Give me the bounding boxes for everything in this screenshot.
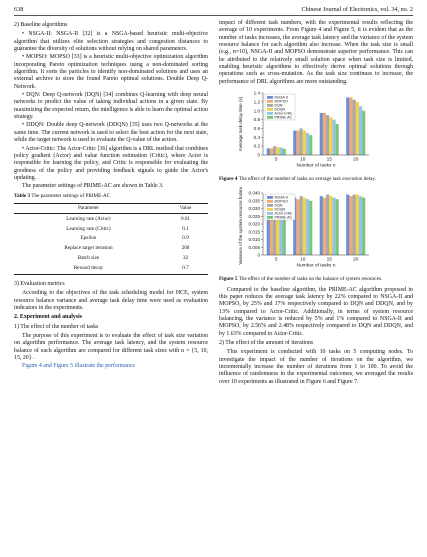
y-tick-label: 0.025: [248, 213, 260, 219]
table-row: [14, 254, 208, 264]
table-row: [14, 224, 208, 234]
actor-critic-paragraph: • Actor-Critic: The Actor-Critic [36] algorithm is a DRL method that combines policy gradient (Actor) and value function estimation (Critic), where Actor is responsible for learning the policy, and Critic is responsible for evaluating the goodness of the policy and providing feedback signals to guide the Actor's updating.: [14, 145, 208, 181]
bar-prime-ac: [336, 124, 339, 155]
bar-mopso: [296, 199, 299, 255]
bar-dqn: [353, 194, 356, 254]
bar-nsga-ii: [346, 194, 349, 254]
legend-swatch: [267, 204, 273, 207]
y-tick-label: 0.030: [248, 205, 260, 211]
bar-prime-ac: [336, 199, 339, 255]
table-cell: Batch size: [77, 255, 100, 262]
legend-swatch: [267, 208, 273, 211]
tasks-subheading: 1) The effect of the number of tasks: [14, 323, 99, 330]
table-cell: 0.9: [182, 235, 189, 242]
y-tick-label: 0.8: [253, 117, 260, 123]
experiment-paragraph: The purpose of this experiment is to evaluate the effect of task size variation on algorithm performance. The average task latency, and the system resource balance of each algorithm are compared for different task sizes with n = {5, 10, 15, 20} .: [14, 333, 208, 362]
figure-5-caption-label: Figure 5: [219, 276, 238, 283]
legend-label: PRIME-AC: [274, 115, 293, 120]
bar-dqn: [326, 194, 329, 254]
figure-4-caption-label: Figure 4: [219, 176, 238, 183]
bar-dqn: [326, 115, 329, 155]
legend-label: MOPSO: [274, 99, 288, 104]
bar-nsga-ii: [320, 113, 323, 155]
legend-swatch: [267, 196, 273, 199]
bar-dqn: [300, 196, 303, 255]
x-tick-label: 5: [274, 257, 278, 263]
legend-swatch: [267, 216, 273, 219]
eval-heading: 3) Evaluation metrics: [14, 280, 65, 287]
bar-mopso: [349, 196, 352, 255]
legend-label: NSGA-II: [274, 95, 288, 100]
legend-label: Actor-Critic: [274, 211, 293, 216]
y-tick-label: 0.040: [248, 190, 260, 196]
y-tick-label: 0.020: [248, 221, 260, 227]
bar-ddqn: [356, 194, 359, 254]
y-tick-label: 1.2: [253, 99, 260, 105]
table-header-value: Value: [163, 203, 208, 213]
page-number: 638: [14, 6, 24, 13]
bar-ddqn: [329, 117, 332, 155]
table-row: [14, 264, 208, 274]
params-intro-paragraph: The parameter settings of PRIME-AC are shown in Table 3.: [22, 183, 164, 190]
parameter-table: [14, 203, 208, 275]
bar-ddqn: [276, 147, 279, 155]
table-cell: Epsilon: [80, 235, 97, 242]
figure-5: [219, 187, 413, 274]
y-tick-label: 0.015: [248, 229, 260, 235]
table-cell: 0.01: [180, 215, 191, 222]
bar-dqn: [300, 129, 303, 156]
legend-label: MOPSO: [274, 199, 288, 204]
x-tick-label: 15: [326, 157, 332, 163]
table-caption: [14, 193, 208, 199]
table-cell: 32: [182, 255, 189, 262]
bar-nsga-ii: [320, 196, 323, 255]
bar-actor-critic: [359, 106, 362, 155]
bar-prime-ac: [309, 135, 312, 155]
bar-dqn: [273, 146, 276, 155]
table-cell: 0.7: [163, 264, 208, 274]
bar-mopso: [323, 113, 326, 155]
table-cell: Reward decay: [14, 264, 163, 274]
bar-ddqn: [329, 196, 332, 255]
figure-4-caption-text: The effect of the number of tasks on average task execution delay.: [238, 176, 376, 183]
y-tick-label: 0.005: [248, 244, 260, 250]
x-tick-label: 5: [274, 157, 278, 163]
y-tick-label: 0.2: [253, 143, 260, 149]
x-tick-label: 20: [353, 257, 359, 263]
figure-5-caption-text: The effect of the number of tasks on the balance of system resources.: [238, 276, 383, 283]
legend-swatch: [267, 100, 273, 103]
iterations-subheading: 2) The effect of the amount of iterations: [219, 340, 314, 346]
bar-prime-ac: [283, 149, 286, 155]
left-column: [14, 20, 208, 372]
x-tick-label: 10: [300, 157, 306, 163]
journal-title: Chinese Journal of Electronics, vol. 34, no. 2: [301, 6, 413, 13]
figure-5-chart: [219, 187, 413, 271]
bar-prime-ac: [362, 197, 365, 254]
right-column: [219, 20, 413, 387]
dqn-paragraph: • DQN: Deep Q-network (DQN) [34] combines Q-learning with deep neural networks to predict the value of taking individual actions in a given state. By maximizing the expected return, the intelligence is able to learn the optimal action strategy.: [14, 92, 208, 121]
legend-swatch: [267, 112, 273, 115]
y-tick-label: 0: [257, 152, 260, 158]
bar-ddqn: [303, 197, 306, 254]
table-row: [14, 244, 208, 254]
legend: [265, 94, 295, 120]
running-header: [14, 6, 413, 16]
table-cell: Replace target iteration: [64, 245, 113, 252]
y-tick-label: 1.0: [253, 108, 260, 114]
figure-4-caption: [219, 176, 413, 182]
x-tick-label: 10: [300, 257, 306, 263]
baselines-heading: 2) Baseline algorithms: [14, 22, 68, 28]
table-cell: 200: [181, 245, 190, 252]
figure-5-caption: [219, 276, 413, 282]
bar-mopso: [296, 131, 299, 155]
table-cell: Learning rate (Actor): [66, 215, 111, 222]
legend-label: DQN: [274, 103, 283, 108]
y-axis-label: Average task delay time (s): [238, 96, 243, 152]
iterations-paragraph: This experiment is conducted with 10 tasks on 5 computing nodes. To investigate the impact of the number of iterations on the algorithm, we incrementally increase the number of iterations from 1 to 100. To avoid the influence of randomness in the experimental outcomes, we averaged the results over 10 experiments as illustrated in Figure 6 and Figure 7.: [219, 349, 413, 385]
x-axis-label: Number of tasks n: [296, 263, 336, 269]
bar-nsga-ii: [267, 148, 270, 155]
bar-mopso: [323, 197, 326, 254]
experiment-heading: 2. Experiment and analysis: [14, 314, 83, 321]
results-paragraph: impact of different task numbers, with the experimental results reflecting the average of 10 experiments. From Figure 4 and Figure 5, it is evident that as the number of tasks increases, the average task latency and the variance of the system resource balance for each algorithm also increase. When the task size is small (e.g., n=10), NSGA-II and MOPSO demonstrate superior performance. This can be attributed to the relatively small solution space when task size is limited, enabling heuristic algorithms to effectively derive optimal solutions through operations such as cross-mutation. As the task size continues to increase, the performance of DRL algorithms are more outstanding.: [219, 20, 413, 85]
y-axis-label: Variance of the system resource balance: [238, 186, 243, 265]
legend-label: Actor-Critic: [274, 111, 293, 116]
bar-nsga-ii: [293, 131, 296, 155]
x-tick-label: 15: [326, 257, 332, 263]
legend-swatch: [267, 104, 273, 107]
table-cell: Learning rate (Critic): [66, 225, 111, 232]
bar-actor-critic: [332, 197, 335, 254]
bar-actor-critic: [359, 196, 362, 255]
comparison-paragraph: Compared to the baseline algorithm, the PRIME-AC algorithm proposed in this paper reduces the average task latency by 22% compared to NSGA-II and MOPSO, by 25% and 17% respectively compared to DQN and DDQN, and by 13% compared to Actor-Critic. Additionally, in terms of system resource balancing, the variance is reduced by 5% and 1% compared to NSGA-II and MOPSO, by 2.56% and 2.48% respectively compared to DQN and DDQN, and by 1.63% compared to Actor-Critic.: [219, 286, 413, 337]
legend-swatch: [267, 108, 273, 111]
y-tick-label: 0: [257, 252, 260, 258]
figure-4-chart: [219, 87, 413, 171]
legend: [265, 194, 295, 220]
x-axis-label: Number of tasks n: [296, 163, 336, 169]
table-header-parameter: Parameter: [14, 203, 163, 213]
y-tick-label: 0.4: [253, 134, 260, 140]
legend-swatch: [267, 200, 273, 203]
bar-mopso: [270, 148, 273, 155]
nsga-ii-paragraph: • NSGA-II: NSGA-II [32] is a NSGA-based heuristic multi-objective algorithm that utilizes elite selection strategies and congestion distances to guarantee the diversity of solutions without relying on shared parameters.: [14, 31, 208, 53]
ddqn-paragraph: • DDQN: Double deep Q-network (DDQN) [35] uses two Q-networks at the same time. The current network is used to select the best action for the next state, while the target network is used to evaluate the Q-value of the action.: [14, 122, 208, 144]
bar-actor-critic: [279, 148, 282, 156]
table-caption-text: The parameter settings of PRIME-AC: [31, 192, 111, 199]
bar-ddqn: [356, 102, 359, 155]
bar-actor-critic: [332, 120, 335, 155]
bar-nsga-ii: [346, 98, 349, 156]
legend-label: DDQN: [274, 107, 286, 112]
x-tick-label: 20: [353, 157, 359, 163]
legend-swatch: [267, 212, 273, 215]
table-cell: 0.1: [182, 225, 189, 232]
legend-label: PRIME-AC: [274, 215, 293, 220]
bar-dqn: [353, 100, 356, 155]
y-tick-label: 0.035: [248, 198, 260, 204]
bar-ddqn: [303, 131, 306, 155]
figure-4: [219, 87, 413, 174]
y-tick-label: 1.4: [253, 90, 260, 96]
table-row: [14, 234, 208, 244]
legend-swatch: [267, 96, 273, 99]
y-tick-label: 0.6: [253, 126, 260, 132]
mopso-paragraph: • MOPSO: MOPSO [33] is a heuristic multi-objective optimization algorithm incorporating Pareto optimization techniques using a non-dominated sorting algorithm. It sorts the particles to identify non-dominated solutions and uses an external archive to store the found Pareto optimal solutions. Double Deep Q-Network.: [14, 54, 208, 90]
legend-label: NSGA-II: [274, 195, 288, 200]
bar-prime-ac: [309, 201, 312, 255]
legend-swatch: [267, 116, 273, 119]
legend-label: DQN: [274, 203, 283, 208]
table-caption-label: Table 3: [14, 192, 31, 199]
y-tick-label: 0.010: [248, 236, 260, 242]
bar-actor-critic: [306, 199, 309, 255]
figure-reference-line: Figure 4 and Figure 5 illustrate the performance: [22, 363, 136, 370]
table-row: [14, 214, 208, 224]
bar-prime-ac: [362, 111, 365, 155]
eval-paragraph: According to the objectives of the task scheduling model for HCE, system resource balance variance and average task delay time were used as evaluation indicators in the experiments.: [14, 290, 208, 311]
bar-mopso: [349, 98, 352, 156]
bar-actor-critic: [306, 133, 309, 155]
legend-label: DDQN: [274, 207, 286, 212]
